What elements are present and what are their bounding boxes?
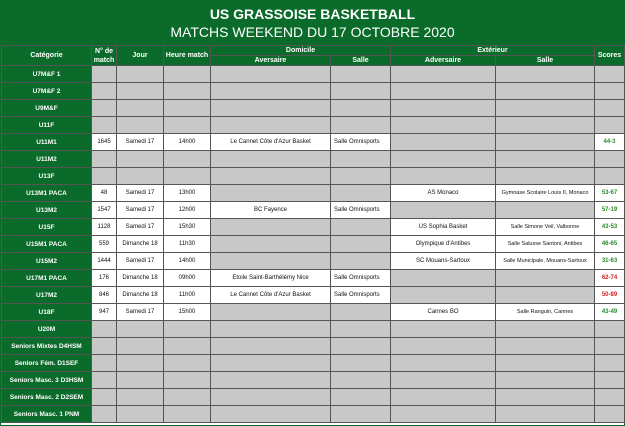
match-number-cell: [92, 321, 117, 338]
score-cell: 57-19: [595, 202, 625, 219]
home-venue-cell: Salle Omnisports: [331, 202, 391, 219]
score-cell: 44-3: [595, 134, 625, 151]
table-row: [2, 338, 625, 355]
home-opponent-cell: [211, 185, 331, 202]
away-venue-cell: [496, 389, 595, 406]
home-venue-cell: Salle Omnisports: [331, 134, 391, 151]
time-cell: 14h00: [164, 253, 211, 270]
home-venue-cell: [331, 406, 391, 423]
day-cell: [117, 321, 164, 338]
table-row: [2, 100, 625, 117]
match-number-cell: [92, 372, 117, 389]
header-heure: Heure match: [164, 46, 211, 66]
category-cell: U7M&F 1: [2, 66, 92, 83]
home-opponent-cell: [211, 372, 331, 389]
score-cell: 43-53: [595, 219, 625, 236]
home-venue-cell: [331, 372, 391, 389]
away-opponent-cell: [391, 151, 496, 168]
away-venue-cell: [496, 134, 595, 151]
category-cell: U11M1: [2, 134, 92, 151]
home-venue-cell: Salle Omnisports: [331, 270, 391, 287]
score-cell: 31-63: [595, 253, 625, 270]
match-number-cell: [92, 355, 117, 372]
header-jour: Jour: [117, 46, 164, 66]
home-opponent-cell: [211, 83, 331, 100]
away-opponent-cell: [391, 270, 496, 287]
away-venue-cell: [496, 355, 595, 372]
away-opponent-cell: [391, 338, 496, 355]
day-cell: [117, 389, 164, 406]
table-row: [2, 321, 625, 338]
home-venue-cell: [331, 66, 391, 83]
home-venue-cell: [331, 151, 391, 168]
home-venue-cell: [331, 168, 391, 185]
table-row: [2, 304, 625, 321]
score-cell: [595, 389, 625, 406]
table-row: [2, 117, 625, 134]
away-venue-cell: [496, 117, 595, 134]
category-cell: U9M&F: [2, 100, 92, 117]
match-number-cell: [92, 117, 117, 134]
table-row: [2, 151, 625, 168]
table-row: [2, 406, 625, 423]
score-cell: [595, 66, 625, 83]
score-cell: 46-65: [595, 236, 625, 253]
score-cell: 62-74: [595, 270, 625, 287]
away-venue-cell: Salle Simone Veil, Valbonne: [496, 219, 595, 236]
time-cell: [164, 66, 211, 83]
home-venue-cell: [331, 389, 391, 406]
day-cell: Samedi 17: [117, 134, 164, 151]
home-opponent-cell: [211, 236, 331, 253]
home-opponent-cell: BC Fayence: [211, 202, 331, 219]
match-number-cell: 559: [92, 236, 117, 253]
away-opponent-cell: Cannes BO: [391, 304, 496, 321]
day-cell: Dimanche 18: [117, 236, 164, 253]
day-cell: Samedi 17: [117, 219, 164, 236]
home-opponent-cell: [211, 338, 331, 355]
away-opponent-cell: Olympique d'Antibes: [391, 236, 496, 253]
home-opponent-cell: Le Cannet Côte d'Azur Basket: [211, 134, 331, 151]
time-cell: [164, 355, 211, 372]
header-exterieur-salle: Salle: [496, 56, 595, 66]
day-cell: Dimanche 18: [117, 270, 164, 287]
matches-body: [2, 66, 625, 423]
away-opponent-cell: [391, 168, 496, 185]
away-venue-cell: [496, 151, 595, 168]
match-number-cell: [92, 338, 117, 355]
category-cell: U18F: [2, 304, 92, 321]
header-domicile: Domicile: [211, 46, 391, 56]
matches-table: [1, 45, 625, 423]
score-cell: [595, 355, 625, 372]
table-row: [2, 202, 625, 219]
table-row: [2, 270, 625, 287]
header-exterieur: Extérieur: [391, 46, 595, 56]
match-number-cell: [92, 406, 117, 423]
header-domicile-adversaire: Aversaire: [211, 56, 331, 66]
away-venue-cell: [496, 83, 595, 100]
category-cell: U13M2: [2, 202, 92, 219]
match-number-cell: 1128: [92, 219, 117, 236]
away-opponent-cell: US Sophia Basket: [391, 219, 496, 236]
score-cell: 50-89: [595, 287, 625, 304]
day-cell: [117, 372, 164, 389]
category-cell: U7M&F 2: [2, 83, 92, 100]
away-opponent-cell: [391, 100, 496, 117]
score-cell: [595, 321, 625, 338]
time-cell: 15h30: [164, 219, 211, 236]
match-number-cell: 1444: [92, 253, 117, 270]
category-cell: Seniors Masc. 1 PNM: [2, 406, 92, 423]
home-opponent-cell: [211, 117, 331, 134]
score-cell: [595, 83, 625, 100]
home-venue-cell: [331, 185, 391, 202]
category-cell: Seniors Mixtes D4HSM: [2, 338, 92, 355]
time-cell: 11h30: [164, 236, 211, 253]
score-cell: 43-49: [595, 304, 625, 321]
match-number-cell: 1547: [92, 202, 117, 219]
home-venue-cell: [331, 117, 391, 134]
away-venue-cell: [496, 270, 595, 287]
home-venue-cell: Salle Omnisports: [331, 287, 391, 304]
time-cell: 14h00: [164, 134, 211, 151]
day-cell: [117, 100, 164, 117]
score-cell: [595, 100, 625, 117]
away-venue-cell: [496, 100, 595, 117]
day-cell: Samedi 17: [117, 185, 164, 202]
away-venue-cell: [496, 372, 595, 389]
away-venue-cell: Salle Municipale, Mouans-Sartoux: [496, 253, 595, 270]
away-opponent-cell: SC Mouans-Sartoux: [391, 253, 496, 270]
away-venue-cell: [496, 406, 595, 423]
time-cell: [164, 321, 211, 338]
time-cell: [164, 168, 211, 185]
page-title: US GRASSOISE BASKETBALL: [209, 6, 416, 22]
table-row: [2, 236, 625, 253]
away-opponent-cell: [391, 321, 496, 338]
away-opponent-cell: [391, 66, 496, 83]
day-cell: [117, 66, 164, 83]
away-opponent-cell: [391, 372, 496, 389]
match-number-cell: [92, 66, 117, 83]
match-number-cell: 1645: [92, 134, 117, 151]
match-number-cell: [92, 151, 117, 168]
category-cell: U15F: [2, 219, 92, 236]
day-cell: Dimanche 18: [117, 287, 164, 304]
away-venue-cell: [496, 338, 595, 355]
category-cell: Seniors Masc. 2 D2SEM: [2, 389, 92, 406]
time-cell: [164, 338, 211, 355]
home-opponent-cell: [211, 66, 331, 83]
score-cell: [595, 406, 625, 423]
score-cell: [595, 117, 625, 134]
score-cell: 53-67: [595, 185, 625, 202]
score-cell: [595, 372, 625, 389]
day-cell: Samedi 17: [117, 304, 164, 321]
away-opponent-cell: [391, 202, 496, 219]
home-opponent-cell: Le Cannet Côte d'Azur Basket: [211, 287, 331, 304]
time-cell: 11h00: [164, 287, 211, 304]
day-cell: [117, 117, 164, 134]
home-venue-cell: [331, 253, 391, 270]
away-opponent-cell: [391, 389, 496, 406]
score-cell: [595, 168, 625, 185]
score-cell: [595, 338, 625, 355]
day-cell: [117, 406, 164, 423]
day-cell: [117, 83, 164, 100]
home-opponent-cell: [211, 219, 331, 236]
match-number-cell: 846: [92, 287, 117, 304]
day-cell: [117, 355, 164, 372]
category-cell: U13M1 PACA: [2, 185, 92, 202]
away-venue-cell: [496, 202, 595, 219]
time-cell: 15h00: [164, 304, 211, 321]
away-opponent-cell: AS Monaco: [391, 185, 496, 202]
home-venue-cell: [331, 338, 391, 355]
category-cell: Seniors Fém. D1SEF: [2, 355, 92, 372]
away-venue-cell: [496, 321, 595, 338]
score-cell: [595, 151, 625, 168]
header-scores: Scores: [595, 46, 625, 66]
page-subtitle: MATCHS WEEKEND DU 17 OCTOBRE 2020: [170, 24, 455, 40]
home-opponent-cell: [211, 389, 331, 406]
home-opponent-cell: [211, 100, 331, 117]
day-cell: [117, 168, 164, 185]
time-cell: 09h00: [164, 270, 211, 287]
away-opponent-cell: [391, 83, 496, 100]
category-cell: U11M2: [2, 151, 92, 168]
title-banner: [1, 1, 624, 45]
category-cell: U13F: [2, 168, 92, 185]
day-cell: Samedi 17: [117, 253, 164, 270]
header-categorie: Catégorie: [2, 46, 92, 66]
time-cell: 13h00: [164, 185, 211, 202]
table-row: [2, 287, 625, 304]
category-cell: U17M2: [2, 287, 92, 304]
away-opponent-cell: [391, 134, 496, 151]
away-venue-cell: Salle Ranguin, Cannes: [496, 304, 595, 321]
time-cell: [164, 406, 211, 423]
time-cell: [164, 389, 211, 406]
away-venue-cell: Salle Salusse Santoni, Antibes: [496, 236, 595, 253]
away-opponent-cell: [391, 355, 496, 372]
home-opponent-cell: [211, 406, 331, 423]
table-row: [2, 185, 625, 202]
match-number-cell: 947: [92, 304, 117, 321]
time-cell: [164, 117, 211, 134]
away-venue-cell: [496, 287, 595, 304]
home-venue-cell: [331, 304, 391, 321]
home-opponent-cell: Etoile Saint-Barthélémy Nice: [211, 270, 331, 287]
table-row: [2, 66, 625, 83]
match-number-cell: 48: [92, 185, 117, 202]
day-cell: Samedi 17: [117, 202, 164, 219]
category-cell: U11F: [2, 117, 92, 134]
table-row: [2, 134, 625, 151]
table-row: [2, 355, 625, 372]
time-cell: [164, 83, 211, 100]
category-cell: U15M1 PACA: [2, 236, 92, 253]
away-venue-cell: Gymnase Scolaire Louis II, Monaco: [496, 185, 595, 202]
table-row: [2, 219, 625, 236]
home-opponent-cell: [211, 321, 331, 338]
match-number-cell: [92, 168, 117, 185]
category-cell: U15M2: [2, 253, 92, 270]
category-cell: Seniors Masc. 3 D3HSM: [2, 372, 92, 389]
away-venue-cell: [496, 168, 595, 185]
match-number-cell: [92, 389, 117, 406]
table-row: [2, 168, 625, 185]
category-cell: U17M1 PACA: [2, 270, 92, 287]
table-row: [2, 83, 625, 100]
day-cell: [117, 151, 164, 168]
home-opponent-cell: [211, 355, 331, 372]
away-opponent-cell: [391, 117, 496, 134]
header-exterieur-adversaire: Adversaire: [391, 56, 496, 66]
header-domicile-salle: Salle: [331, 56, 391, 66]
time-cell: [164, 100, 211, 117]
home-venue-cell: [331, 321, 391, 338]
home-opponent-cell: [211, 151, 331, 168]
home-opponent-cell: [211, 304, 331, 321]
time-cell: 12h00: [164, 202, 211, 219]
home-opponent-cell: [211, 168, 331, 185]
match-number-cell: [92, 100, 117, 117]
home-venue-cell: [331, 355, 391, 372]
category-cell: U20M: [2, 321, 92, 338]
away-opponent-cell: [391, 406, 496, 423]
home-opponent-cell: [211, 253, 331, 270]
match-number-cell: 176: [92, 270, 117, 287]
header-match-number: N° de match: [92, 46, 117, 66]
match-number-cell: [92, 83, 117, 100]
table-row: [2, 253, 625, 270]
home-venue-cell: [331, 219, 391, 236]
table-row: [2, 372, 625, 389]
home-venue-cell: [331, 100, 391, 117]
time-cell: [164, 151, 211, 168]
home-venue-cell: [331, 83, 391, 100]
time-cell: [164, 372, 211, 389]
away-opponent-cell: [391, 287, 496, 304]
table-row: [2, 389, 625, 406]
home-venue-cell: [331, 236, 391, 253]
day-cell: [117, 338, 164, 355]
away-venue-cell: [496, 66, 595, 83]
